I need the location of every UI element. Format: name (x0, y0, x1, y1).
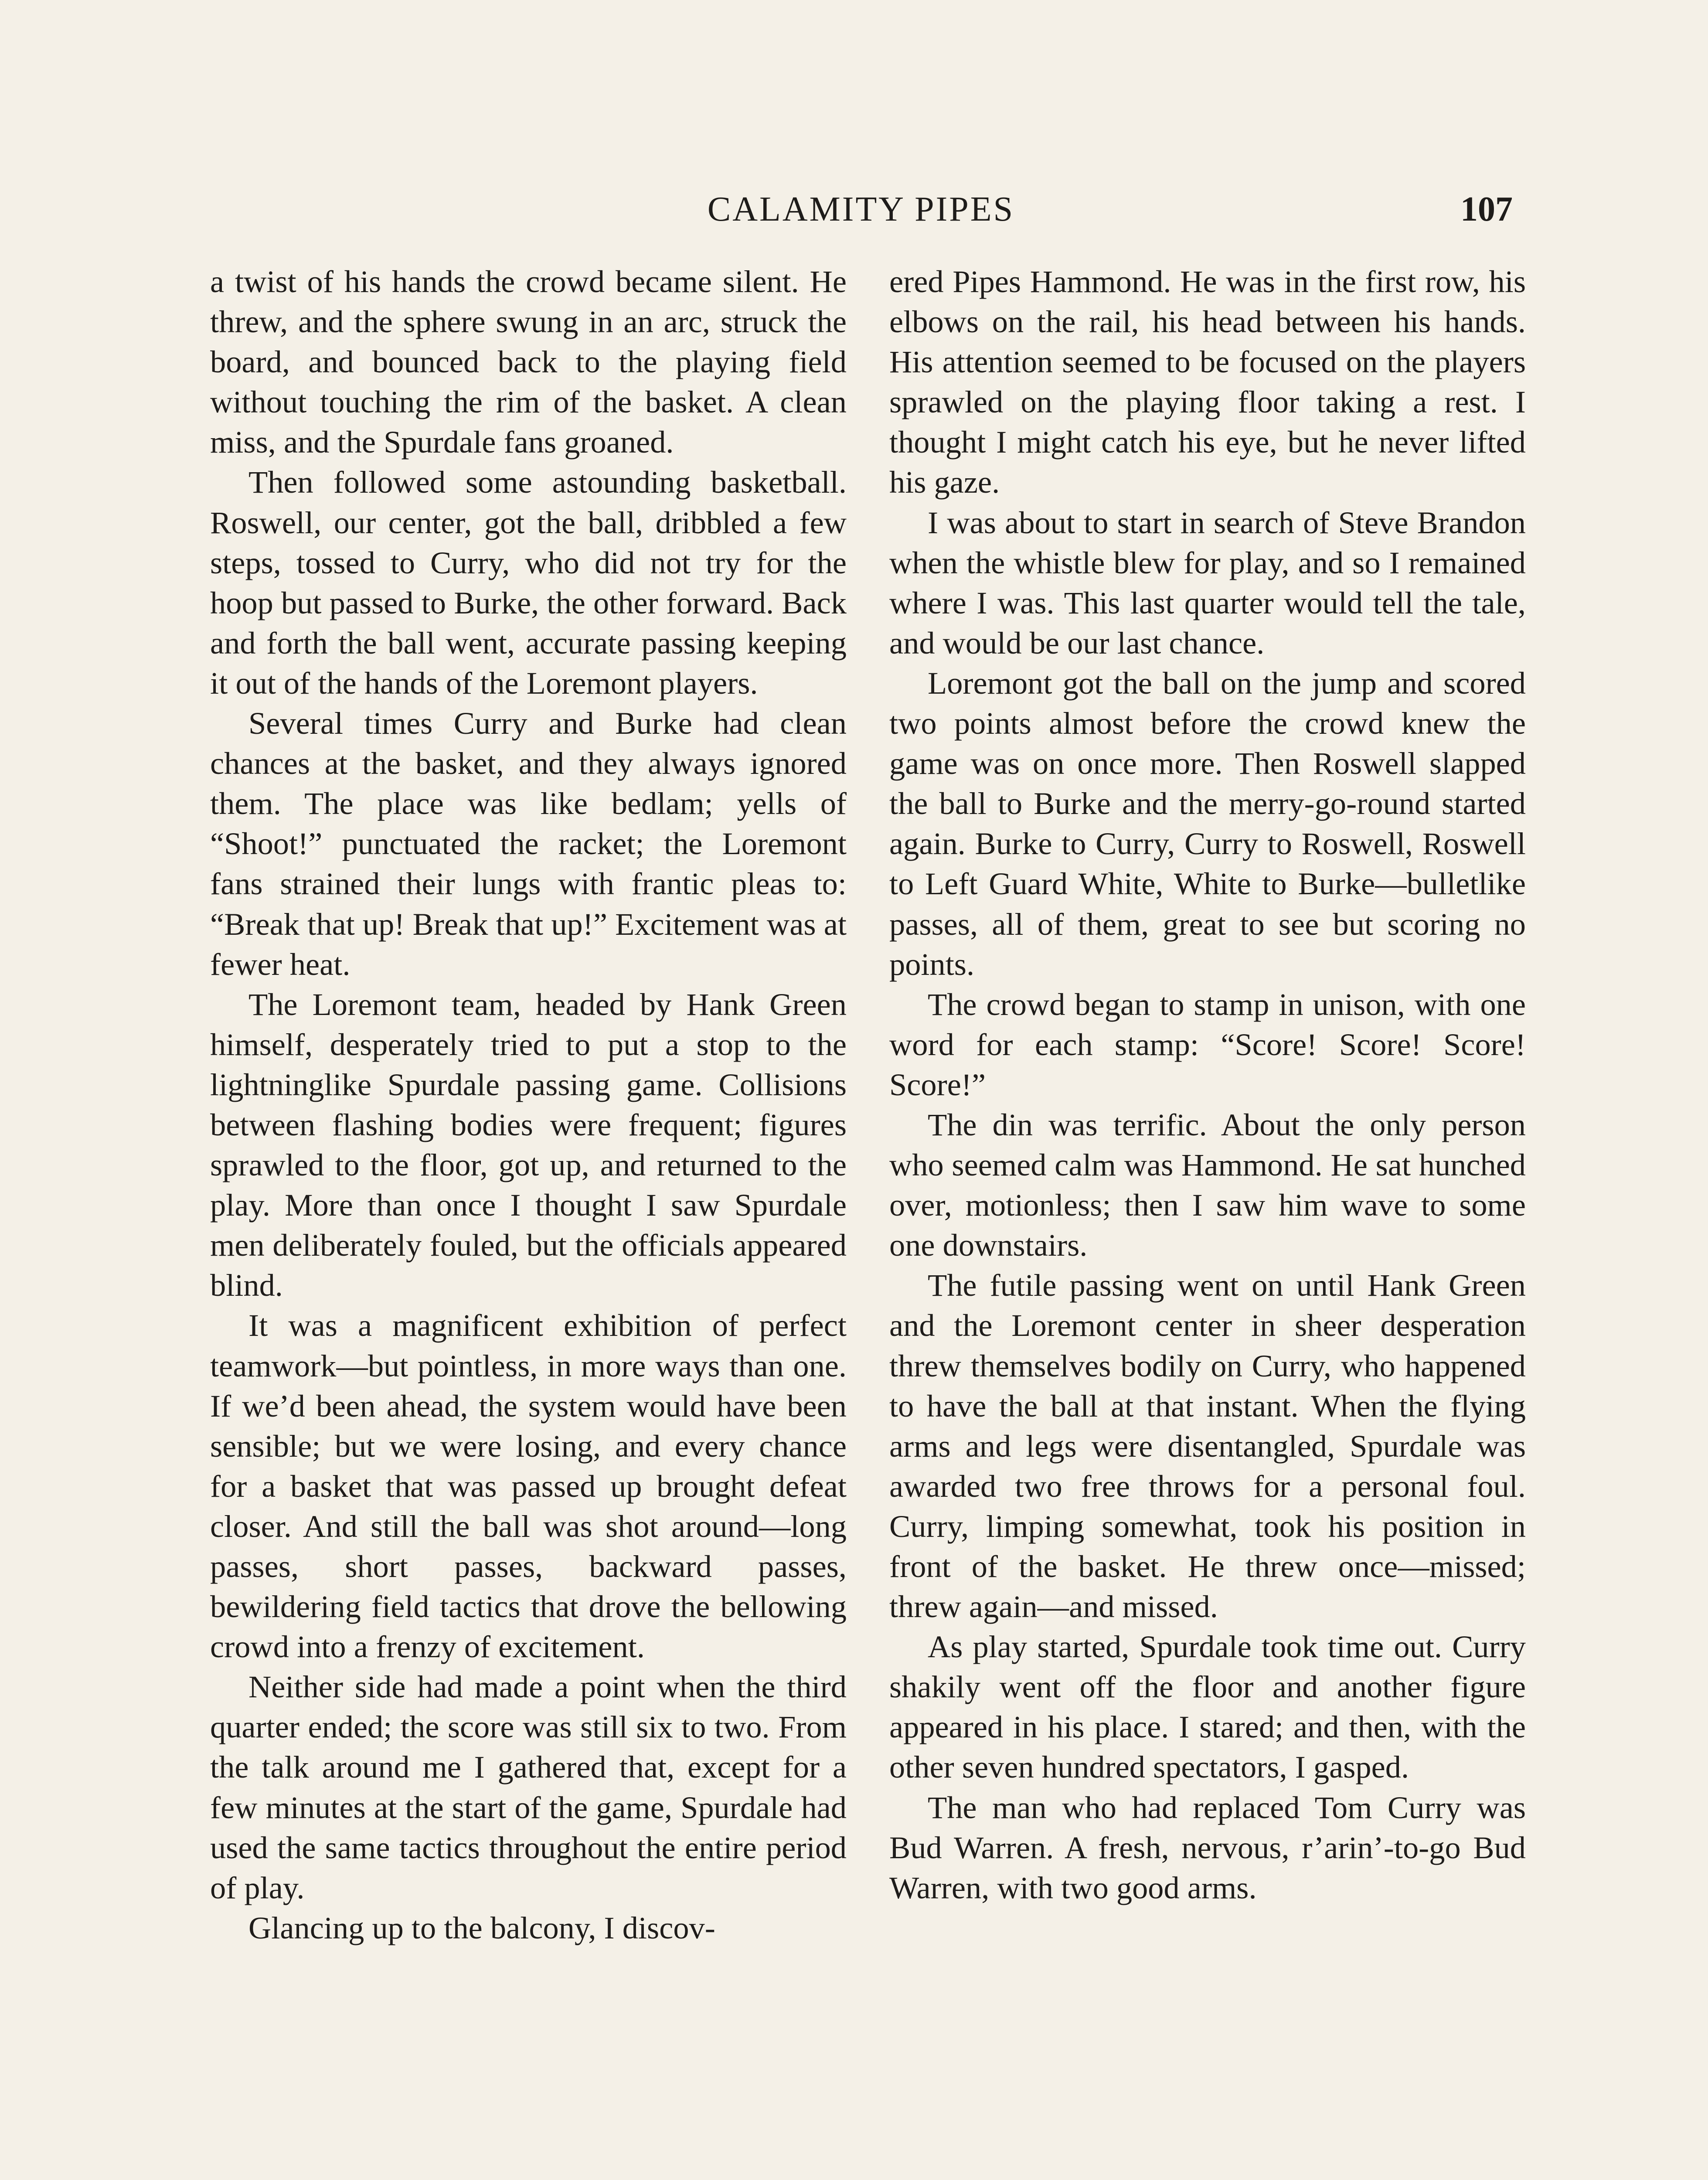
right-column (889, 262, 1526, 1908)
paragraph: Loremont got the ball on the jump and scored two points almost before the crowd knew the game was on once more. Then Roswell slapped the ball to Burke and the merry-go-round started again. Burke to Curry, Curry to Roswell, Roswell to Left Guard White, White to Burke—bulletlike passes, all of them, great to see but scoring no points. (889, 665, 1526, 982)
paragraph: The futile passing went on until Hank Green and the Loremont center in sheer desperation threw themselves bodily on Curry, who happened to have the ball at that instant. When the flying arms and legs were disentangled, Spurdale was awarded two free throws for a personal foul. Curry, limping somewhat, took his position in front of the basket. He threw once—missed; threw again—and missed. (889, 1267, 1526, 1625)
running-head (209, 183, 1513, 235)
paragraph: The din was terrific. About the only person who seemed calm was Hammond. He sat hunched over, motionless; then I saw him wave to some one downstairs. (889, 1107, 1526, 1263)
paragraph: The crowd began to stamp in unison, with one word for each stamp: “Score! Score! Score! Score!” (889, 986, 1526, 1102)
paragraph: It was a magnificent exhibition of perfect teamwork—but pointless, in more ways than one. If we’d been ahead, the system would have been sensible; but we were losing, and every chance for a basket that was passed up brought defeat closer. And still the ball was shot around—long passes, short passes, backward passes, bewildering field tactics that drove the bellowing crowd into a frenzy of excitement. (210, 1308, 847, 1665)
paragraph: Then followed some astounding basketball. Roswell, our center, got the ball, dribbled a few steps, tossed to Curry, who did not try for the hoop but passed to Burke, the other forward. Back and forth the ball went, accurate passing keeping it out of the hands of the Loremont players. (210, 464, 847, 701)
paragraph: As play started, Spurdale took time out. Curry shakily went off the floor and another figure appeared in his place. I stared; and then, with the other seven hundred spectators, I gasped. (889, 1629, 1526, 1785)
paragraph: a twist of his hands the crowd became silent. He threw, and the sphere swung in an arc, struck the board, and bounced back to the playing field without touching the rim of the basket. A clean miss, and the Spurdale fans groaned. (210, 264, 847, 460)
page-number: 107 (1460, 190, 1513, 228)
paragraph: Neither side had made a point when the third quarter ended; the score was still six to two. From the talk around me I gathered that, except for a few minutes at the start of the game, Spurdale had used the same tactics throughout the entire period of play. (210, 1669, 847, 1905)
paragraph: Several times Curry and Burke had clean chances at the basket, and they always ignored them. The place was like bedlam; yells of “Shoot!” punctuated the racket; the Loremont fans strained their lungs with frantic pleas to: “Break that up! Break that up!” Excitement was at fewer heat. (210, 705, 847, 982)
paragraph: ered Pipes Hammond. He was in the first row, his elbows on the rail, his head between his hands. His attention seemed to be focused on the players sprawled on the playing floor taking a rest. I thought I might catch his eye, but he never lifted his gaze. (889, 264, 1526, 500)
paragraph: The man who had replaced Tom Curry was Bud Warren. A fresh, nervous, r’arin’-to-go Bud Warren, with two good arms. (889, 1789, 1526, 1905)
paragraph: I was about to start in search of Steve Brandon when the whistle blew for play, and so I remained where I was. This last quarter would tell the tale, and would be our last chance. (889, 504, 1526, 661)
running-title: CALAMITY PIPES (707, 190, 1015, 228)
left-column (210, 262, 847, 1948)
paragraph: Glancing up to the balcony, I discov- (248, 1910, 715, 1945)
paragraph: The Loremont team, headed by Hank Green himself, desperately tried to put a stop to the lightninglike Spurdale passing game. Collisions between flashing bodies were frequent; figures sprawled to the floor, got up, and returned to the play. More than once I thought I saw Spurdale men deliberately fouled, but the officials appeared blind. (210, 986, 847, 1303)
